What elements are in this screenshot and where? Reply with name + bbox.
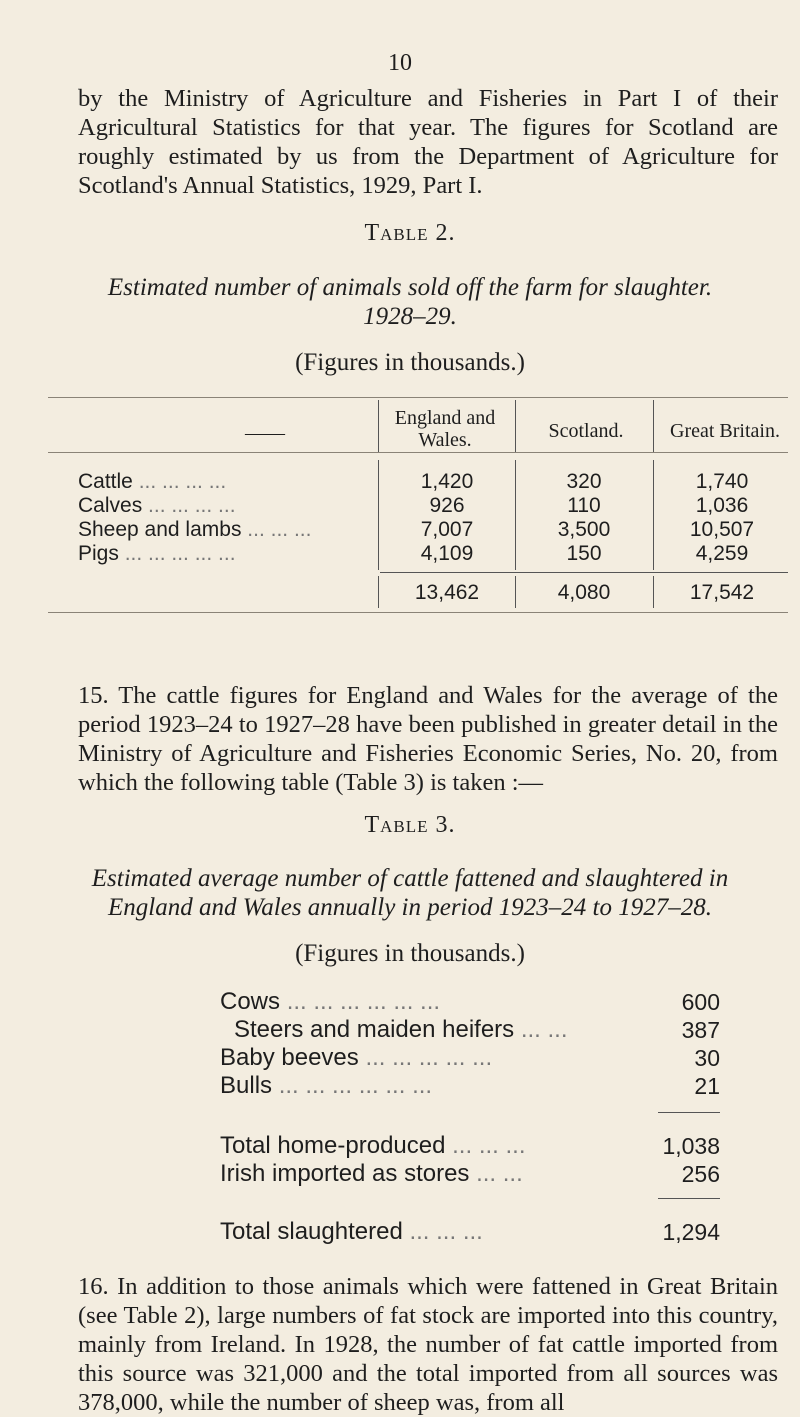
table2-col-divider: [515, 576, 516, 608]
item-leaders: ... ... ... ... ... ...: [286, 988, 441, 1015]
total-great-britain: 17,542: [689, 581, 755, 604]
row-leaders: ... ... ... ...: [138, 470, 227, 493]
table3-units: (Figures in thousands.): [295, 940, 525, 967]
table2-col-divider: [515, 460, 516, 570]
cell-great-britain: 10,507: [689, 518, 755, 541]
item-value: 30: [694, 1045, 720, 1071]
item-label: Cows: [220, 988, 281, 1015]
paragraph-16: 16. In addition to those animals which were fattened in Great Britain (see Table 2), large numbers of fat stock are imported into this country, mainly from Ireland. In 1928, the number of fat cattle imported from this source was 321,000 and the total imported from all sources was 378,000, while the number of sheep was, from all: [78, 1273, 778, 1416]
cell-england-wales: 1,420: [420, 470, 474, 493]
table3-caption-line2: England and Wales annually in period 1923–24 to 1927–28.: [108, 894, 712, 921]
table2-col-divider: [378, 460, 379, 570]
paragraph-15: 15. The cattle figures for England and Wales for the average of the period 1923–24 to 1927–28 have been published in greater detail in the Ministry of Agriculture and Fisheries Economic Series, No. 20, from which the following table (Table 3) is taken :—: [78, 682, 778, 796]
subtotal-rule: [658, 1112, 720, 1113]
item-value: 600: [681, 989, 720, 1015]
cell-great-britain: 4,259: [695, 542, 749, 565]
table2-header-rule: [48, 452, 788, 453]
cell-england-wales: 4,109: [420, 542, 474, 565]
item-leaders: ... ... ... ... ...: [365, 1044, 493, 1071]
item-value: 1,294: [662, 1219, 720, 1245]
cell-great-britain: 1,036: [695, 494, 749, 517]
cell-scotland: 3,500: [557, 518, 611, 541]
row-leaders: ... ... ...: [247, 518, 312, 541]
item-leaders: ... ... ... ... ... ...: [278, 1072, 433, 1099]
item-label: Total home-produced: [220, 1132, 446, 1159]
item-leaders: ... ... ...: [452, 1132, 526, 1159]
row-leaders: ... ... ... ... ...: [124, 542, 236, 565]
cell-england-wales: 7,007: [420, 518, 474, 541]
total-england-wales: 13,462: [414, 581, 480, 604]
item-label: Steers and maiden heifers: [234, 1016, 515, 1043]
table2-caption-line1: Estimated number of animals sold off the farm for slaughter.: [107, 274, 713, 301]
table2-header-scotland: Scotland.: [548, 420, 624, 442]
table2-top-rule: [48, 397, 788, 398]
table3-label: Table 3.: [364, 812, 456, 838]
table2-caption-line2: 1928–29.: [363, 303, 457, 330]
row-label: Calves: [78, 494, 143, 517]
intro-paragraph: by the Ministry of Agriculture and Fisheries in Part I of their Agricultural Statistics for that year. The figures for Scotland are roughly estimated by us from the Department of Agriculture for Scotland's Annual Statistics, 1929, Part I.: [78, 85, 778, 199]
item-label: Total slaughtered: [220, 1218, 403, 1245]
table2-col-divider: [653, 460, 654, 570]
row-leaders: ... ... ... ...: [148, 494, 236, 517]
table2-col-divider: [515, 400, 516, 452]
row-label: Sheep and lambs: [78, 518, 242, 541]
cell-england-wales: 926: [429, 494, 465, 517]
item-value: 387: [681, 1017, 720, 1043]
item-value: 1,038: [662, 1133, 720, 1159]
row-label: Pigs: [78, 542, 119, 565]
item-leaders: ... ... ...: [409, 1218, 483, 1245]
total-rule: [658, 1198, 720, 1199]
item-value: 21: [694, 1073, 720, 1099]
item-label: Bulls: [220, 1072, 273, 1099]
table2-units: (Figures in thousands.): [295, 349, 525, 376]
cell-scotland: 320: [566, 470, 602, 493]
table2-bottom-rule: [48, 612, 788, 613]
cell-great-britain: 1,740: [695, 470, 749, 493]
item-leaders: ... ...: [520, 1016, 568, 1043]
table2-header-great-britain: Great Britain.: [670, 420, 780, 442]
item-label: Irish imported as stores: [220, 1160, 470, 1187]
table2-col-divider: [653, 400, 654, 452]
table2-total-rule: [380, 572, 788, 573]
table2-header-england-wales: England and Wales.: [394, 407, 496, 451]
item-label: Baby beeves: [220, 1044, 359, 1071]
page-number: 10: [388, 50, 412, 76]
table2-col-divider: [653, 576, 654, 608]
table2-col-divider: [378, 400, 379, 452]
table2-col-divider: [378, 576, 379, 608]
row-label: Cattle: [78, 470, 133, 493]
total-scotland: 4,080: [557, 581, 611, 604]
table2-label: Table 2.: [364, 220, 456, 246]
item-leaders: ... ...: [476, 1160, 523, 1187]
item-value: 256: [681, 1161, 720, 1187]
cell-scotland: 150: [566, 542, 602, 565]
cell-scotland: 110: [567, 494, 601, 517]
table2-stub-header: ——: [245, 422, 285, 444]
table3-caption-line1: Estimated average number of cattle fattened and slaughtered in: [91, 865, 729, 892]
